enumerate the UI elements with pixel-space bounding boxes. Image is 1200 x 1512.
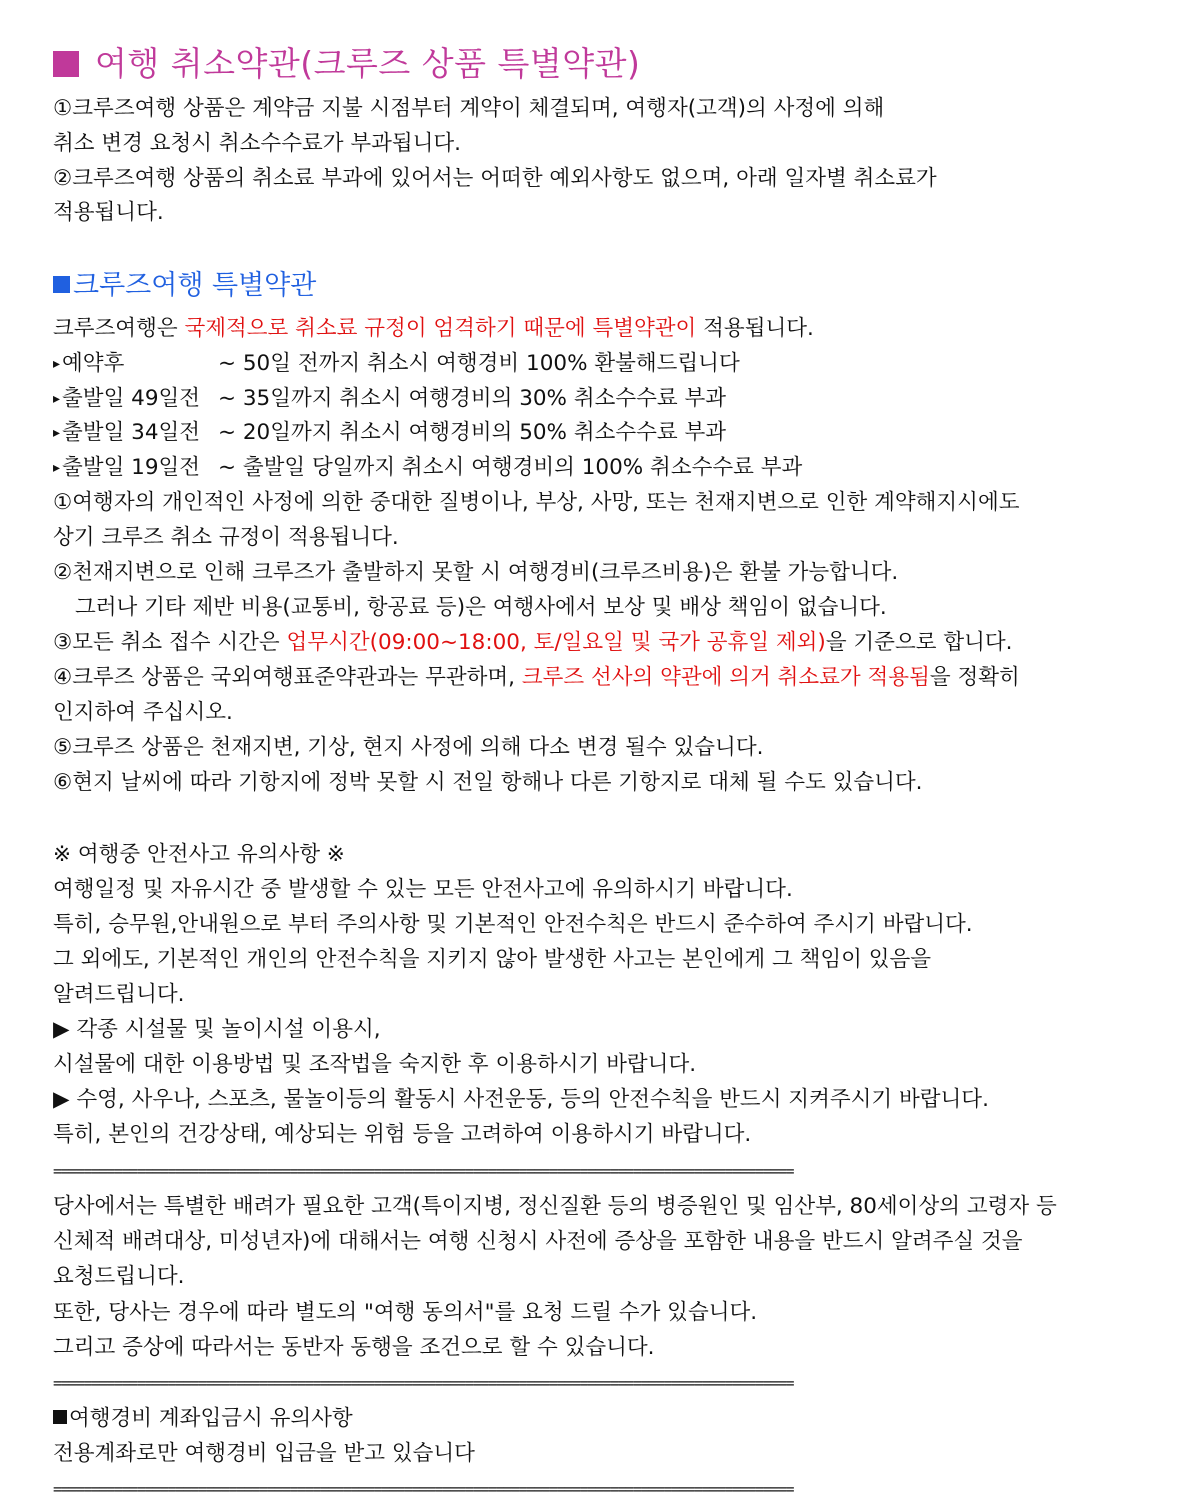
safety-bullet [53,1015,381,1045]
note-2: ②천재지변으로 인해 크루즈가 출발하지 못할 시 여행경비(크루즈비용)은 환불 가능합니다. [53,560,899,585]
note-3-text: 을 기준으로 합니다. [825,630,1013,655]
care-line: 또한, 당사는 경우에 따라 별도의 "여행 동의서"를 요청 드릴 수가 있습니다. [53,1300,758,1325]
payment-heading [53,1404,353,1434]
triangle-bullet-icon: ▸ [53,425,61,441]
care-line: 요청드립니다. [53,1264,185,1289]
schedule-when: 예약후 [62,351,125,376]
business-hours-highlight: 업무시간(09:00~18:00, 토/일요일 및 국가 공휴일 제외) [286,630,826,655]
note-4-text: ④크루즈 상품은 국외여행표준약관과는 무관하며, [53,665,522,690]
care-line: 당사에서는 특별한 배려가 필요한 고객(특이지병, 정신질환 등의 병증원인 및 임산부, 80세이상의 고령자 등 [53,1194,1057,1219]
page-title [53,40,640,88]
safety-line: 여행일정 및 자유시간 중 발생할 수 있는 모든 안전사고에 유의하시기 바랍니다. [53,877,793,902]
schedule-item [53,418,726,448]
safety-bullet-text: 수영, 사우나, 스포츠, 물놀이등의 활동시 사전운동, 등의 안전수칙을 반드시 지켜주시기 바랍니다. [76,1087,989,1112]
separator-line: ================================================================================================= [53,1374,794,1392]
safety-line: 시설물에 대한 이용방법 및 조작법을 숙지한 후 이용하시기 바랍니다. [53,1052,697,1077]
special-terms-heading [53,268,316,304]
schedule-item [53,453,802,483]
care-line: 신체적 배려대상, 미성년자)에 대해서는 여행 신청시 사전에 증상을 포함한 내용을 반드시 알려주실 것을 [53,1229,1023,1254]
note-3-text: ③모든 취소 접수 시간은 [53,630,287,655]
play-bullet-icon: ▶ [53,1087,70,1112]
special-intro [53,314,814,344]
special-intro-text: 적용됩니다. [696,316,814,341]
schedule-when: 출발일 19일전 [62,455,201,480]
schedule-text: ~ 출발일 당일까지 취소시 여행경비의 100% 취소수수료 부과 [218,455,803,480]
separator-line: ================================================================================================= [53,1480,794,1498]
triangle-bullet-icon: ▸ [53,356,61,372]
special-intro-text: 크루즈여행은 [53,316,185,341]
note-1: ①여행자의 개인적인 사정에 의한 중대한 질병이나, 부상, 사망, 또는 천재지변으로 인한 계약해지시에도 [53,490,1020,515]
safety-bullet-text: 각종 시설물 및 놀이시설 이용시, [76,1017,381,1042]
safety-line: 특히, 본인의 건강상태, 예상되는 위험 등을 고려하여 이용하시기 바랍니다. [53,1122,752,1147]
square-bullet-icon [53,276,70,293]
schedule-text: ~ 20일까지 취소시 여행경비의 50% 취소수수료 부과 [218,420,727,445]
safety-bullet [53,1085,989,1115]
square-bullet-icon [53,51,79,77]
intro-line: 취소 변경 요청시 취소수수료가 부과됩니다. [53,131,462,156]
triangle-bullet-icon: ▸ [53,460,61,476]
payment-line: 전용계좌로만 여행경비 입금을 받고 있습니다 [53,1441,475,1466]
cruise-terms-highlight: 크루즈 선사의 약관에 의거 취소료가 적용됨 [521,665,930,690]
schedule-item [53,349,740,379]
schedule-when: 출발일 49일전 [62,386,201,411]
title-text: 여행 취소약관(크루즈 상품 특별약관) [95,44,641,83]
care-line: 그리고 증상에 따라서는 동반자 동행을 조건으로 할 수 있습니다. [53,1335,655,1360]
payment-heading-text: 여행경비 계좌입금시 유의사항 [69,1406,353,1431]
safety-line: 특히, 승무원,안내원으로 부터 주의사항 및 기본적인 안전수칙은 반드시 준수하여 주시기 바랍니다. [53,912,973,937]
separator-line: ================================================================================================= [53,1162,794,1180]
intro-line: ①크루즈여행 상품은 계약금 지불 시점부터 계약이 체결되며, 여행자(고객)의 사정에 의해 [53,96,885,121]
note-4-cont: 인지하여 주십시오. [53,700,233,725]
square-bullet-icon [53,1410,67,1424]
schedule-item [53,384,726,414]
special-heading-text: 크루즈여행 특별약관 [73,270,317,301]
schedule-text: ~ 35일까지 취소시 여행경비의 30% 취소수수료 부과 [218,386,727,411]
note-2-cont: 그러나 기타 제반 비용(교통비, 항공료 등)은 여행사에서 보상 및 배상 책임이 없습니다. [75,595,887,620]
intro-line: ②크루즈여행 상품의 취소료 부과에 있어서는 어떠한 예외사항도 없으며, 아래 일자별 취소료가 [53,166,937,191]
intro-line: 적용됩니다. [53,200,164,225]
schedule-text: ~ 50일 전까지 취소시 여행경비 100% 환불해드립니다 [218,351,740,376]
note-4 [53,663,1020,693]
play-bullet-icon: ▶ [53,1017,70,1042]
special-intro-highlight: 국제적으로 취소료 규정이 엄격하기 때문에 특별약관이 [184,316,697,341]
safety-line: 알려드립니다. [53,982,185,1007]
triangle-bullet-icon: ▸ [53,391,61,407]
note-3 [53,628,1012,658]
safety-heading: ※ 여행중 안전사고 유의사항 ※ [53,842,345,867]
note-5: ⑤크루즈 상품은 천재지변, 기상, 현지 사정에 의해 다소 변경 될수 있습니다. [53,735,764,760]
note-6: ⑥현지 날씨에 따라 기항지에 정박 못할 시 전일 항해나 다른 기항지로 대체 될 수도 있습니다. [53,770,923,795]
schedule-when: 출발일 34일전 [62,420,201,445]
note-4-text: 을 정확히 [929,665,1020,690]
note-1-cont: 상기 크루즈 취소 규정이 적용됩니다. [53,525,399,550]
safety-line: 그 외에도, 기본적인 개인의 안전수칙을 지키지 않아 발생한 사고는 본인에게 그 책임이 있음을 [53,947,932,972]
